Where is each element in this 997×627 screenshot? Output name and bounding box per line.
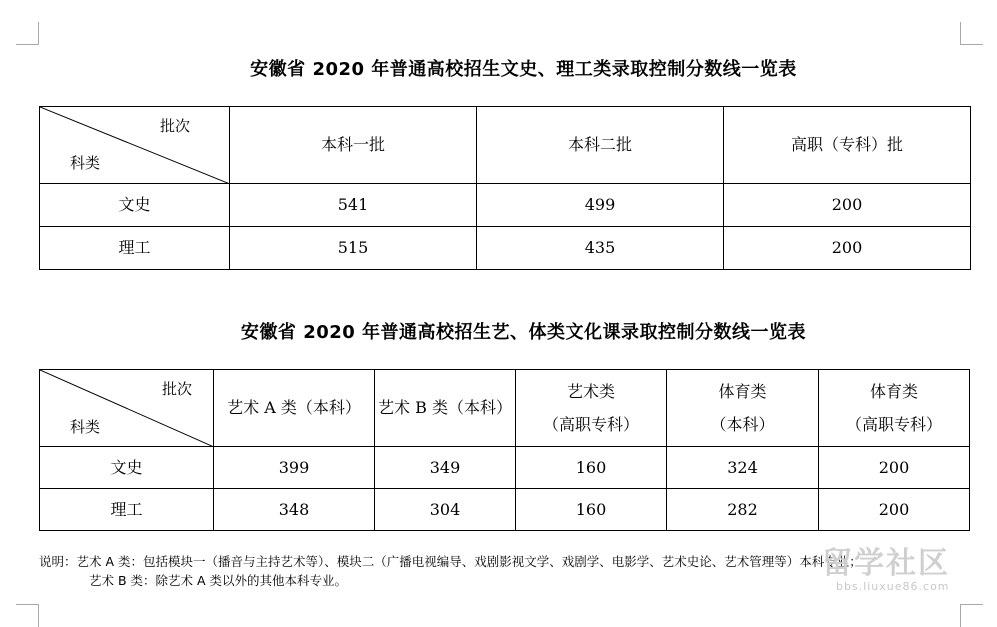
row-label: 文史 — [40, 184, 230, 227]
table-cell: 160 — [516, 447, 667, 489]
diagonal-header-cell — [40, 370, 214, 447]
column-header-line: 艺术 A 类（本科） — [227, 398, 361, 418]
row-label: 文史 — [40, 447, 214, 489]
table-cell: 499 — [477, 184, 724, 227]
column-header-line: 体育类 — [718, 381, 767, 401]
table-header-row — [40, 107, 971, 184]
site-watermark — [822, 548, 982, 600]
table-row — [40, 447, 970, 489]
watermark-url: bbs.liuxue86.com — [836, 580, 950, 593]
column-header-line: 艺术 B 类（本科） — [378, 398, 512, 418]
table-cell: 200 — [819, 447, 970, 489]
column-header-line: 艺术类 — [566, 381, 615, 401]
table-cell: 304 — [375, 489, 516, 531]
column-header-line: 体育类 — [869, 381, 918, 401]
column-header-line: （高职专科） — [845, 415, 942, 434]
row-label: 理工 — [40, 227, 230, 270]
column-header: 高职（专科）批 — [724, 107, 971, 184]
header-category-label: 科类 — [70, 418, 101, 436]
table-cell: 200 — [724, 227, 971, 270]
column-header-line: （本科） — [710, 415, 775, 434]
table-cell: 435 — [477, 227, 724, 270]
table-cell: 515 — [230, 227, 477, 270]
table-cell: 541 — [230, 184, 477, 227]
column-header — [214, 370, 375, 447]
table2-title: 安徽省 2020 年普通高校招生艺、体类文化课录取控制分数线一览表 — [240, 322, 807, 343]
diagonal-line — [40, 107, 230, 184]
row-label: 理工 — [40, 489, 214, 531]
header-category-label: 科类 — [70, 154, 101, 172]
column-header: 本科二批 — [477, 107, 724, 184]
table-cell: 160 — [516, 489, 667, 531]
table-cell: 349 — [375, 447, 516, 489]
score-table-arts-sports — [39, 369, 970, 531]
diagonal-header-cell — [40, 107, 230, 184]
table-row — [40, 184, 971, 227]
table-cell: 348 — [214, 489, 375, 531]
table-cell: 200 — [724, 184, 971, 227]
footnote-line: 艺术 B 类：除艺术 A 类以外的其他本科专业。 — [89, 573, 348, 588]
table1-title: 安徽省 2020 年普通高校招生文史、理工类录取控制分数线一览表 — [250, 59, 797, 80]
column-header-line: （高职专科） — [542, 415, 639, 434]
table-cell: 200 — [819, 489, 970, 531]
column-header — [819, 370, 970, 447]
table-header-row — [40, 370, 970, 447]
page-corner-mark — [960, 22, 983, 45]
footnote — [39, 552, 862, 590]
header-batch-label: 批次 — [162, 380, 193, 398]
column-header — [516, 370, 667, 447]
table-cell: 324 — [667, 447, 819, 489]
table-row — [40, 227, 971, 270]
page-corner-mark — [16, 604, 39, 627]
score-table-general — [39, 106, 971, 270]
column-header: 本科一批 — [230, 107, 477, 184]
footnote-line: 说明：艺术 A 类：包括模块一（播音与主持艺术等）、模块二（广播电视编导、戏剧影视文学、戏剧学、电影学、艺术史论、艺术管理等）本科专业； — [39, 554, 862, 569]
watermark-logo-text: 留学社区 — [822, 546, 950, 581]
page-corner-mark — [16, 22, 39, 45]
column-header — [667, 370, 819, 447]
table-cell: 282 — [667, 489, 819, 531]
table-row — [40, 489, 970, 531]
table-cell: 399 — [214, 447, 375, 489]
column-header — [375, 370, 516, 447]
header-batch-label: 批次 — [160, 117, 191, 135]
page-corner-mark — [960, 604, 983, 627]
